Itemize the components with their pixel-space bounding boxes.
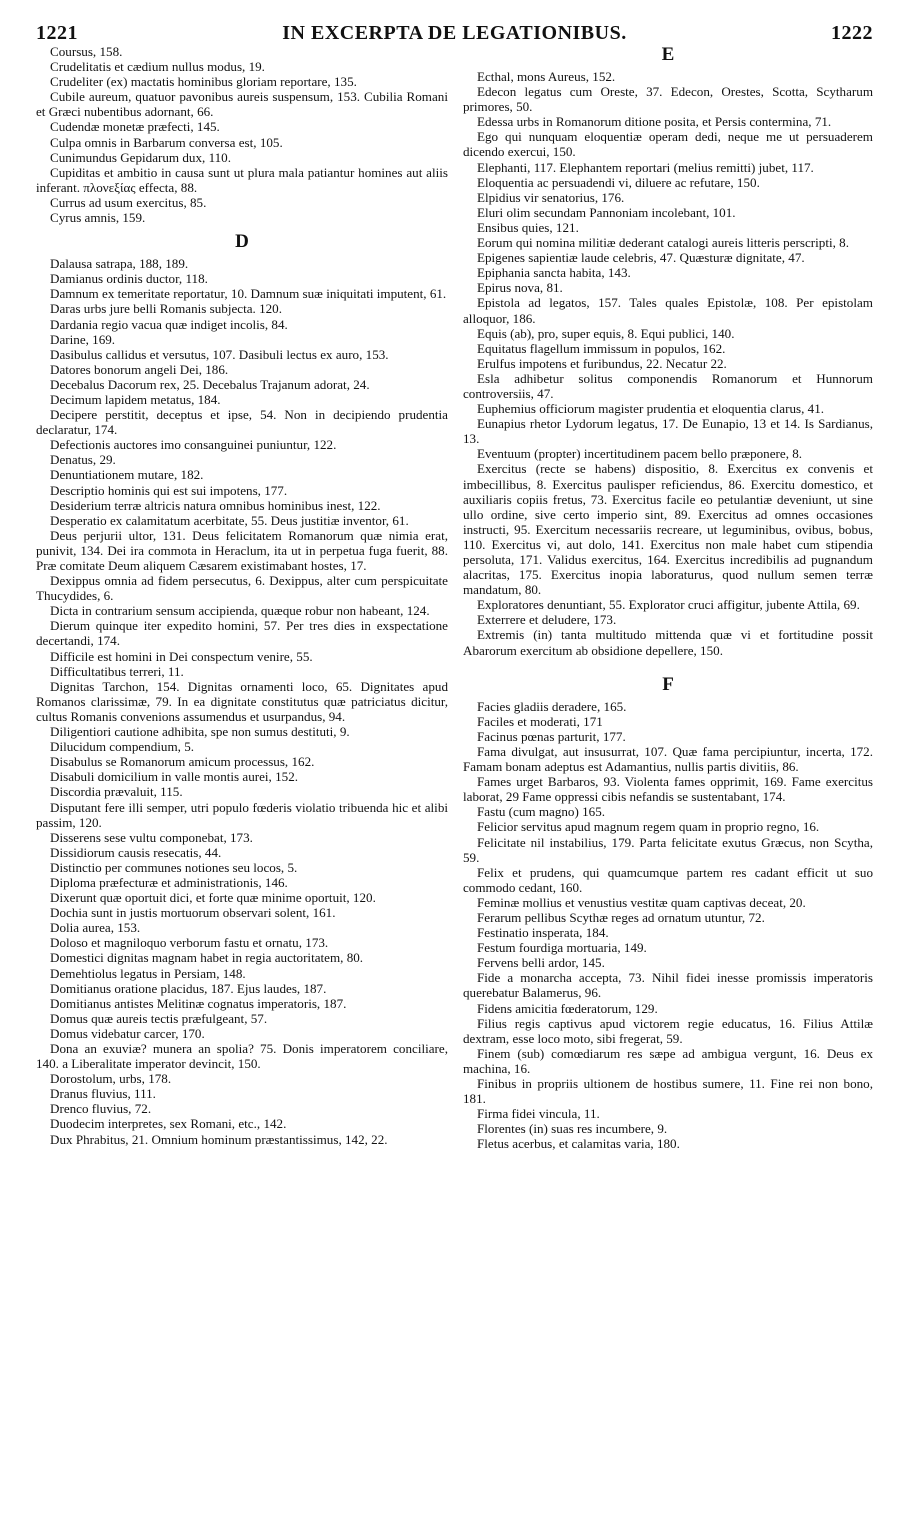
index-entry: Eorum qui nomina militiæ dederant catalogi aureis litteris perscripti, 8.	[477, 235, 849, 251]
index-entry: Facinus pœnas parturit, 177.	[477, 728, 626, 744]
index-entry: Elpidius vir senatorius, 176.	[477, 189, 625, 205]
index-entry: Domus quæ aureis tectis præfulgeant, 57.	[50, 1010, 268, 1026]
index-entry: Elephanti, 117. Elephantem reportari (melius remitti) jubet, 117.	[477, 159, 814, 175]
index-entry: Cupiditas et ambitio in causa sunt ut plura mala patiantur homines aut aliis inferant. πλονεξίας effecta, 88.	[36, 164, 448, 195]
index-entry: Fidens amicitia fœderatorum, 129.	[477, 1000, 658, 1016]
c-entries	[36, 44, 448, 225]
index-entry: Cubile aureum, quatuor pavonibus aureis suspensum, 153. Cubilia Romani et Græci nubentibus adornant, 66.	[36, 89, 448, 120]
index-entry: Eloquentia ac persuadendi vi, diluere ac refutare, 150.	[477, 174, 760, 190]
index-entry: Cyrus amnis, 159.	[50, 210, 146, 226]
index-entry: Desperatio ex calamitatum acerbitate, 55. Deus justitiæ inventor, 61.	[50, 512, 409, 528]
index-entry: Datores bonorum angeli Dei, 186.	[50, 361, 229, 377]
index-entry: Disserens sese vultu componebat, 173.	[50, 829, 253, 845]
index-entry: Dasibulus callidus et versutus, 107. Dasibuli lectus ex auro, 153.	[50, 346, 389, 362]
index-entry: Doloso et magniloquo verborum fastu et ornatu, 173.	[50, 935, 329, 951]
index-entry: Dona an exuviæ? munera an spolia? 75. Donis imperatorem conciliare, 140. a Liberalitate imperator devincit, 150.	[36, 1041, 448, 1072]
index-entry: Feminæ mollius et venustius vestitæ quam captivas deceat, 20.	[477, 894, 806, 910]
index-entry: Epiphania sancta habita, 143.	[477, 265, 631, 281]
index-entry: Ferarum pellibus Scythæ reges ad ornatum utuntur, 72.	[477, 909, 765, 925]
index-entry: Crudeliter (ex) mactatis hominibus gloriam reportare, 135.	[50, 74, 357, 90]
index-entry: Discordia prævaluit, 115.	[50, 784, 183, 800]
index-entry: Dissidiorum causis resecatis, 44.	[50, 844, 222, 860]
index-entry: Felicior servitus apud magnum regem quam in proprio regno, 16.	[477, 819, 820, 835]
index-entry: Difficultatibus terreri, 11.	[50, 663, 184, 679]
index-entry: Denatus, 29.	[50, 452, 116, 468]
index-entry: Exercitus (recte se habens) dispositio, 8. Exercitus ex convenis et imbecillibus, 8. Exercitus paulisper reficiendus, 86. Exercitu domestico, et auxiliaris copiis fretus, 73. Exercitus facile eo petulantiæ deveniunt, ut sine ullo ordine, sive certo imperio sint, 89. Exercitus ad omnes occasiones instructi, 95. Exercitum necessariis recreare, ut leguminibus, ovibus, bobus, 110. Exercitus vi, aut dolo, 141. Exercitus non male habet cum stipendia persoluta, 171. Validus exercitus, 164. Exercitus incredibilis ad pugnandum alacritas, 175. Exercitus inopia laboraturus, quod nullum semen terræ mandatum, 80.	[463, 461, 873, 598]
index-entry: Fletus acerbus, et calamitas varia, 180.	[477, 1136, 680, 1152]
index-entry: Eunapius rhetor Lydorum legatus, 17. De Eunapio, 13 et 14. Is Sardianus, 13.	[463, 416, 873, 447]
index-entry: Cunimundus Gepidarum dux, 110.	[50, 149, 231, 165]
index-entry: Esla adhibetur solitus componendis Romanorum et Hunnorum controversiis, 47.	[463, 370, 873, 401]
index-entry: Diploma præfecturæ et administrationis, 146.	[50, 874, 288, 890]
letter-heading-e: E	[661, 44, 675, 65]
index-entry: Dierum quinque iter expedito homini, 57. Per tres dies in exspectatione decertandi, 174.	[36, 618, 448, 649]
index-entry: Currus ad usum exercitus, 85.	[50, 194, 207, 210]
index-entry: Equitatus flagellum immissum in populos, 162.	[477, 340, 726, 356]
index-entry: Faciles et moderati, 171	[477, 713, 603, 729]
index-entry: Finibus in propriis ultionem de hostibus sumere, 11. Fine rei non bono, 181.	[463, 1076, 873, 1107]
index-columns	[36, 44, 873, 1151]
index-entry: Dardania regio vacua quæ indiget incolis, 84.	[50, 316, 288, 332]
index-entry: Demehtiolus legatus in Persiam, 148.	[50, 965, 246, 981]
index-entry: Edessa urbs in Romanorum ditione posita, et Persis contermina, 71.	[477, 114, 832, 130]
index-entry: Dicta in contrarium sensum accipienda, quæque robur non habeant, 124.	[50, 603, 430, 619]
index-entry: Decebalus Dacorum rex, 25. Decebalus Trajanum adorat, 24.	[50, 376, 370, 392]
index-entry: Extremis (in) tanta multitudo mittenda quæ vi et fortitudine possit Abarorum exercitum ab obsidione depellere, 150.	[463, 627, 873, 658]
index-entry: Eventuum (propter) incertitudinem pacem bello præponere, 8.	[477, 446, 803, 462]
index-entry: Distinctio per communes notiones seu locos, 5.	[50, 859, 298, 875]
index-entry: Ecthal, mons Aureus, 152.	[477, 69, 616, 84]
e-entries	[463, 69, 873, 658]
index-entry: Exterrere et deludere, 173.	[477, 612, 617, 628]
index-entry: Erulfus impotens et furibundus, 22. Necatur 22.	[477, 355, 727, 371]
running-title: IN EXCERPTA DE LEGATIONIBUS.	[282, 22, 627, 44]
index-entry: Dorostolum, urbs, 178.	[50, 1071, 172, 1087]
index-entry: Dalausa satrapa, 188, 189.	[50, 256, 189, 272]
index-entry: Domus videbatur carcer, 170.	[50, 1025, 205, 1041]
index-entry: Damnum ex temeritate reportatur, 10. Damnum suæ iniquitati imputent, 61.	[50, 286, 447, 302]
left-page-number: 1221	[36, 22, 78, 44]
index-entry: Equis (ab), pro, super equis, 8. Equi publici, 140.	[477, 325, 735, 341]
index-entry: Drenco fluvius, 72.	[50, 1101, 152, 1117]
index-entry: Dranus fluvius, 111.	[50, 1086, 156, 1102]
index-entry: Fide a monarcha accepta, 73. Nihil fidei inesse promissis imperatoris querebatur Balamerus, 96.	[463, 970, 873, 1001]
index-entry: Epigenes sapientiæ laude celebris, 47. Quæsturæ dignitate, 47.	[477, 250, 805, 266]
index-entry: Domestici dignitas magnam habet in regia auctoritatem, 80.	[50, 950, 364, 966]
f-entries	[463, 699, 873, 1152]
index-entry: Desiderium terræ altricis natura omnibus hominibus inest, 122.	[50, 497, 381, 513]
index-entry: Denuntiationem mutare, 182.	[50, 467, 204, 483]
index-entry: Ensibus quies, 121.	[477, 219, 579, 235]
index-entry: Felix et prudens, qui quamcumque partem res cadant efficit ut suo commodo cedant, 160.	[463, 864, 873, 895]
index-entry: Difficile est homini in Dei conspectum venire, 55.	[50, 648, 313, 664]
index-entry: Filius regis captivus apud victorem regie educatus, 16. Filius Attilæ dextram, esse loco moto, sibi fregerat, 59.	[463, 1015, 873, 1046]
index-entry: Fama divulgat, aut insusurrat, 107. Quæ fama percipiuntur, incerta, 172. Famam bonam adeptus est Adamantius, nullis partis divitiis, 86.	[463, 743, 873, 775]
index-entry: Defectionis auctores imo consanguinei puniuntur, 122.	[50, 437, 337, 453]
running-header	[36, 0, 873, 42]
index-entry: Coursus, 158.	[50, 44, 123, 59]
index-entry: Firma fidei vincula, 11.	[477, 1106, 600, 1122]
letter-heading-d: D	[235, 231, 249, 253]
index-entry: Epirus nova, 81.	[477, 280, 563, 296]
index-entry: Domitianus oratione placidus, 187. Ejus laudes, 187.	[50, 980, 327, 996]
index-entry: Cudendæ monetæ præfecti, 145.	[50, 119, 220, 135]
index-entry: Felicitate nil instabilius, 179. Parta felicitate exutus Græcus, non Scytha, 59.	[463, 834, 873, 865]
index-entry: Deus perjurii ultor, 131. Deus felicitatem Romanorum quæ nimia erat, punivit, 134. Dei ira commota in Heraclum, ita ut in perpetua fuga fuerit, 88. Præ comitate Deum aliquem Cæsarem existimabant hostes, 17.	[36, 527, 448, 573]
index-entry: Fastu (cum magno) 165.	[477, 804, 606, 820]
index-entry: Disabulus se Romanorum amicum processus, 162.	[50, 754, 315, 770]
index-entry: Diligentiori cautione adhibita, spe non sumus destituti, 9.	[50, 724, 350, 740]
index-entry: Dignitas Tarchon, 154. Dignitas ornamenti loco, 65. Dignitates apud Romanos clarissimæ, 79. In ea dignitate constitutus quæ patriciatus dicitur, cultus Romanis convenions assumendus et usurpandus, 94.	[36, 678, 448, 724]
index-entry: Dux Phrabitus, 21. Omnium hominum præstantissimus, 142, 22.	[50, 1131, 388, 1147]
left-column	[36, 44, 448, 1151]
index-entry: Dilucidum compendium, 5.	[50, 739, 195, 755]
index-entry: Facies gladiis deradere, 165.	[477, 698, 627, 714]
index-entry: Eluri olim secundam Pannoniam incolebant, 101.	[477, 204, 736, 220]
right-column	[463, 44, 873, 1151]
index-entry: Dochia sunt in justis mortuorum observari solent, 161.	[50, 905, 336, 921]
index-entry: Culpa omnis in Barbarum conversa est, 105.	[50, 134, 283, 150]
index-entry: Ego qui nunquam eloquentiæ operam dedi, neque me ut persuaderem dicendo exercui, 150.	[463, 129, 873, 160]
index-entry: Domitianus antistes Melitinæ cognatus imperatoris, 187.	[50, 995, 347, 1011]
index-entry: Duodecim interpretes, sex Romani, etc., 142.	[50, 1116, 287, 1132]
index-entry: Festum fourdiga mortuaria, 149.	[477, 940, 647, 956]
index-entry: Daras urbs jure belli Romanis subjecta. 120.	[50, 301, 282, 317]
d-entries	[36, 256, 448, 1147]
index-entry: Disputant fere illi semper, utri populo fœderis violatio tribuenda hic et alibi passim, 120.	[36, 799, 448, 830]
index-entry: Decipere perstitit, deceptus et ipse, 54. Non in decipiendo prudentia declaratur, 174.	[36, 407, 448, 438]
letter-heading-f: F	[662, 673, 674, 695]
index-entry: Descriptio hominis qui est sui impotens, 177.	[50, 482, 288, 498]
index-entry: Florentes (in) suas res incumbere, 9.	[477, 1121, 668, 1137]
index-entry: Festinatio insperata, 184.	[477, 925, 609, 941]
index-entry: Exploratores denuntiant, 55. Explorator cruci affigitur, jubente Attila, 69.	[477, 597, 860, 613]
right-page-number: 1222	[830, 22, 873, 44]
index-entry: Disabuli domicilium in valle montis aurei, 152.	[50, 769, 299, 785]
index-entry: Finem (sub) comœdiarum res sæpe ad ambigua vergunt, 16. Deus ex machina, 16.	[463, 1045, 873, 1076]
index-entry: Edecon legatus cum Oreste, 37. Edecon, Orestes, Scotta, Scytharum primores, 50.	[463, 84, 873, 115]
index-entry: Euphemius officiorum magister prudentia et eloquentia clarus, 41.	[477, 401, 825, 417]
index-entry: Crudelitatis et cædium nullus modus, 19.	[50, 59, 265, 75]
index-entry: Dolia aurea, 153.	[50, 920, 141, 936]
index-entry: Dexippus omnia ad fidem persecutus, 6. Dexippus, alter cum perspicuitate Thucydides, 6.	[36, 573, 448, 604]
index-entry: Darine, 169.	[50, 331, 116, 347]
index-entry: Fames urget Barbaros, 93. Violenta fames opprimit, 169. Fame exercitus laborat, 29 Fame oppressi cibis nefandis se sustentabant, 174.	[463, 774, 873, 805]
index-entry: Fervens belli ardor, 145.	[477, 955, 605, 971]
index-entry: Decimum lapidem metatus, 184.	[50, 391, 221, 407]
index-entry: Damianus ordinis ductor, 118.	[50, 271, 208, 287]
index-entry: Epistola ad legatos, 157. Tales quales Epistolæ, 108. Per epistolam alloquor, 186.	[463, 295, 873, 326]
index-entry: Dixerunt quæ oportuit dici, et forte quæ minime oportuit, 120.	[50, 890, 376, 906]
